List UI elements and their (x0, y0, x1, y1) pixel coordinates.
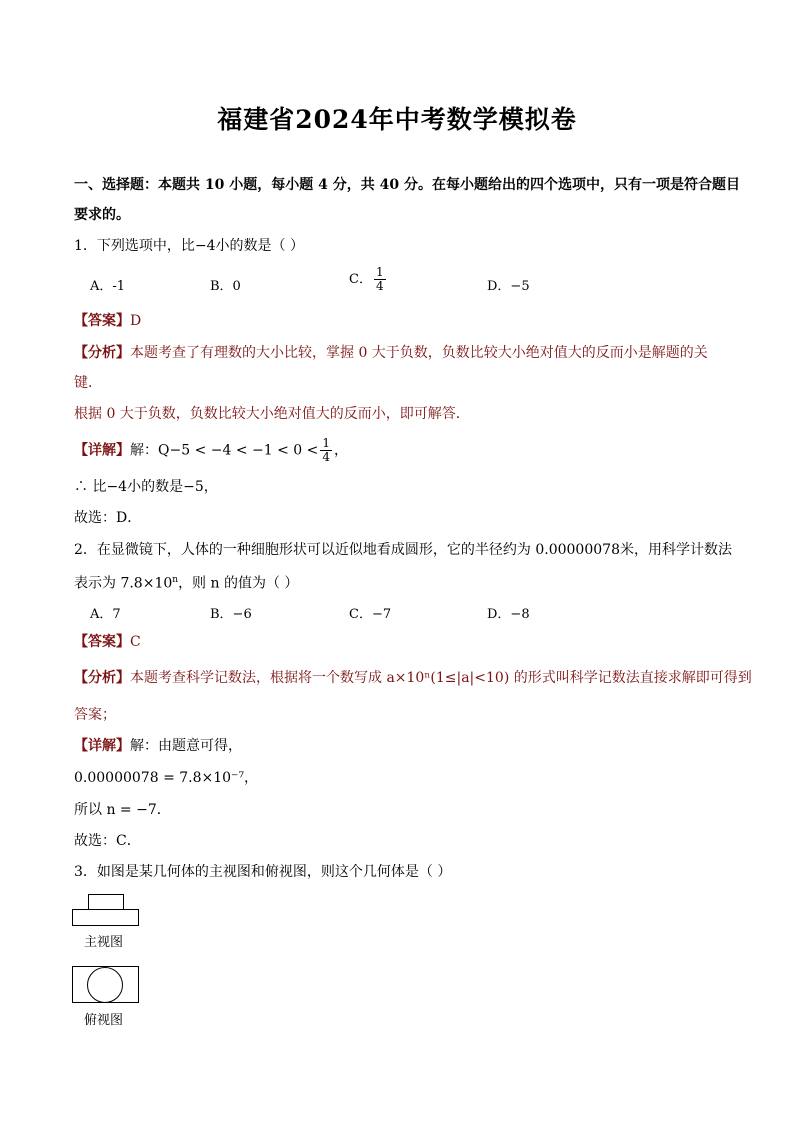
q3-stem: 3．如图是某几何体的主视图和俯视图，则这个几何体是（ ） (74, 864, 452, 880)
q2-option-b: B．−6 (210, 607, 252, 622)
q1-option-b: B．0 (210, 279, 241, 294)
q2-option-a: A．7 (90, 607, 121, 622)
q2-detail-line3: 所以 n = −7． (74, 802, 171, 818)
page-title: 福建省2024年中考数学模拟卷 (217, 105, 577, 134)
q1-detail-suffix: ， (334, 442, 349, 459)
q2-stem-exponent: n (172, 575, 179, 585)
q1-option-c-denominator: 4 (375, 279, 384, 293)
q2-detail-line2: 0.00000078 = 7.8×10⁻⁷， (74, 770, 259, 786)
q1-option-c-prefix: C． (349, 272, 372, 287)
q1-stem: 1．下列选项中，比−4小的数是（ ） (74, 238, 304, 254)
q2-answer (74, 632, 141, 652)
q1-analysis-line2: 键． (74, 375, 102, 391)
q1-answer (74, 311, 141, 331)
q1-option-a: A．-1 (90, 279, 126, 294)
q1-detail-text: 解：Q−5 < −4 < −1 < 0 < (130, 442, 319, 459)
q2-answer-tag: 【答案】 (74, 634, 130, 650)
q2-detail-tag: 【详解】 (74, 738, 130, 754)
q1-detail-denominator: 4 (322, 450, 331, 464)
q1-detail-line2: ∴ 比−4小的数是−5， (74, 479, 218, 495)
q2-stem-line1: 2．在显微镜下，人体的一种细胞形状可以近似地看成圆形，它的半径约为 0.00000078米，用科学计数法 (74, 542, 732, 558)
q2-option-d: D．−8 (487, 607, 530, 622)
q1-answer-value: D (130, 313, 142, 329)
front-view-label: 主视图 (84, 935, 124, 950)
q2-stem-suffix: ，则 n 的值为（ ） (178, 575, 299, 592)
front-view-base-block (72, 909, 139, 926)
q1-detail-line3: 故选：D． (74, 510, 142, 526)
q2-detail-line4: 故选：C． (74, 833, 141, 849)
q1-detail-numerator: 1 (322, 436, 331, 450)
q1-analysis-line1 (74, 343, 708, 363)
q2-analysis-line1 (74, 668, 752, 688)
q1-answer-tag: 【答案】 (74, 313, 130, 329)
q1-detail-tag: 【详解】 (74, 442, 130, 459)
section-heading-line2: 要求的。 (74, 207, 130, 223)
top-view-circle (87, 967, 123, 1003)
top-view-label: 俯视图 (84, 1013, 124, 1028)
q2-analysis-text: 本题考查科学记数法，根据将一个数写成 a×10ⁿ(1≤|a|<10) 的形式叫科学记数法直接求解即可得到 (130, 670, 752, 686)
q1-option-c-numerator: 1 (375, 265, 384, 279)
q1-analysis-line3: 根据 0 大于负数，负数比较大小绝对值大的反而小，即可解答． (74, 406, 470, 422)
front-view-top-block (88, 894, 124, 910)
q2-answer-value: C (130, 634, 141, 650)
q2-option-c: C．−7 (349, 607, 392, 622)
q1-detail-line1 (74, 437, 348, 464)
q2-stem-line2 (74, 570, 298, 594)
q2-detail-text: 解：由题意可得， (130, 738, 242, 754)
q1-detail-fraction (320, 437, 332, 464)
q2-detail-line1 (74, 736, 242, 756)
q1-option-d: D．−5 (487, 279, 530, 294)
q1-option-c-fraction (374, 266, 386, 293)
q1-analysis-text: 本题考查了有理数的大小比较，掌握 0 大于负数，负数比较大小绝对值大的反而小是解题的关 (130, 345, 708, 361)
q1-option-c (349, 266, 388, 293)
q1-analysis-tag: 【分析】 (74, 345, 130, 361)
q2-stem-prefix: 表示为 7.8×10 (74, 575, 173, 592)
q2-analysis-line2: 答案； (74, 707, 116, 723)
section-heading-line1: 一、选择题：本题共 10 小题，每小题 4 分，共 40 分。在每小题给出的四个选项中，只有一项是符合题目 (74, 177, 740, 193)
q2-analysis-tag: 【分析】 (74, 670, 130, 686)
